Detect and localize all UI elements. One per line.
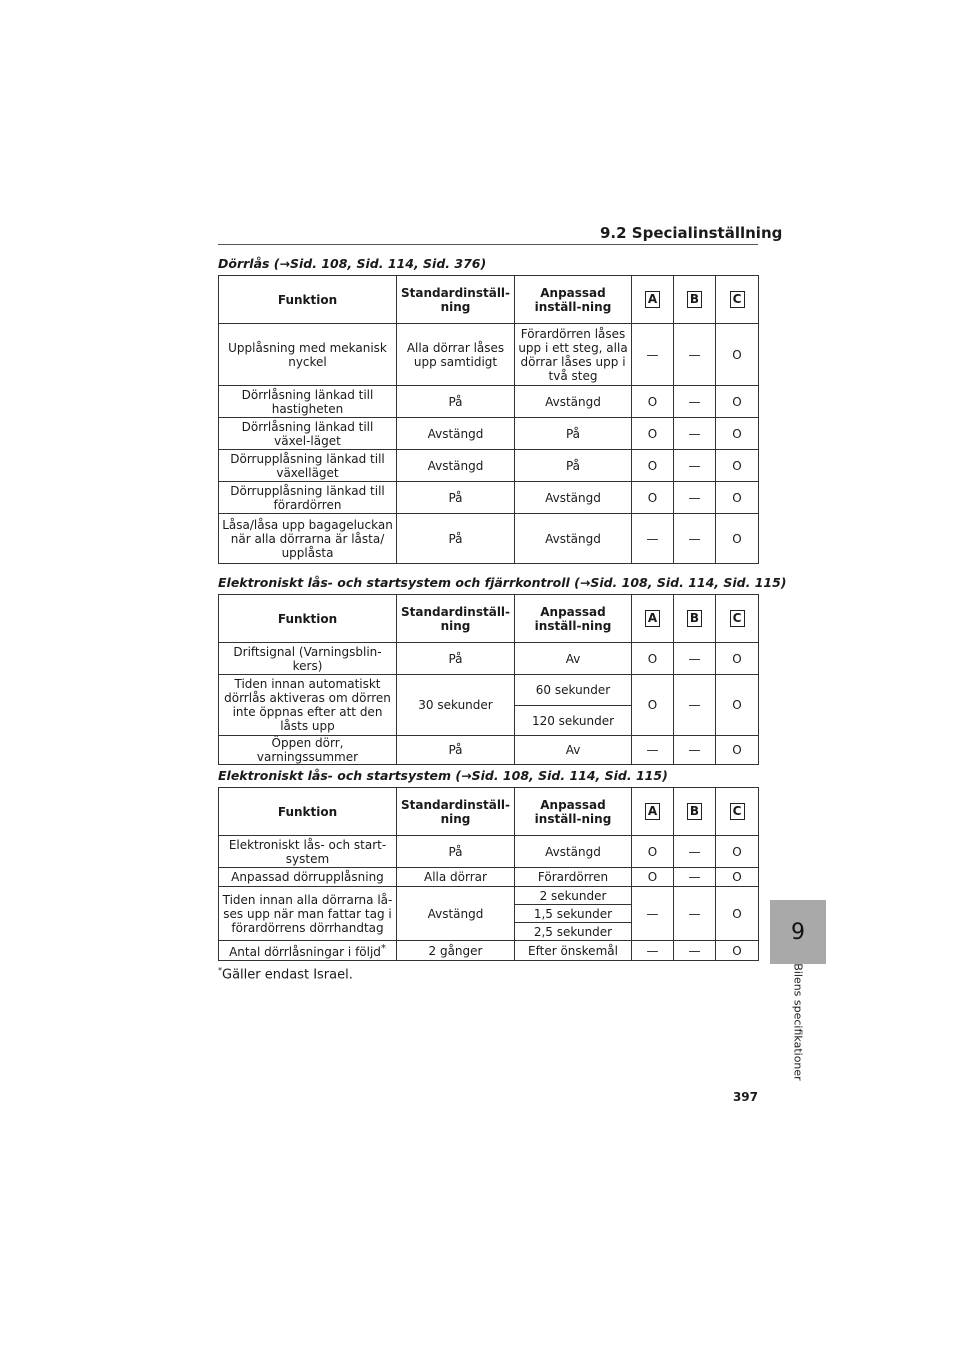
cell-default: Avstängd	[397, 450, 515, 482]
cell-a: —	[632, 941, 674, 961]
header-custom: Anpassad inställ-ning	[515, 595, 632, 643]
header-c	[716, 276, 759, 324]
header-custom: Anpassad inställ-ning	[515, 788, 632, 836]
table-row	[219, 450, 759, 482]
cell-c: O	[716, 675, 759, 736]
cell-b: —	[674, 887, 716, 941]
header-rule	[218, 244, 758, 245]
cell-custom: På	[515, 450, 632, 482]
table-row	[219, 386, 759, 418]
table-row	[219, 941, 759, 961]
cell-custom: Avstängd	[515, 386, 632, 418]
table-row	[219, 868, 759, 887]
cell-a: —	[632, 514, 674, 564]
box-letter-c: C	[730, 803, 745, 820]
cell-a: —	[632, 736, 674, 765]
cell-c: O	[716, 418, 759, 450]
cell-a: O	[632, 675, 674, 736]
cell-a: —	[632, 324, 674, 386]
header-a	[632, 595, 674, 643]
cell-a: —	[632, 887, 674, 941]
cell-custom-option: 60 sekunder	[515, 675, 632, 706]
cell-a: O	[632, 386, 674, 418]
footnote-mark: *	[218, 966, 222, 975]
cell-custom: Avstängd	[515, 836, 632, 868]
cell-b: —	[674, 482, 716, 514]
cell-custom: Avstängd	[515, 514, 632, 564]
cell-function: Dörrupplåsning länkad till förardörren	[219, 482, 397, 514]
footnote-text: Gäller endast Israel.	[222, 967, 353, 983]
cell-b: —	[674, 941, 716, 961]
cell-c: O	[716, 887, 759, 941]
box-letter-a: A	[645, 610, 660, 627]
header-c	[716, 595, 759, 643]
cell-default: På	[397, 386, 515, 418]
door-lock-table	[218, 275, 759, 564]
cell-function-text: Antal dörrlåsningar i följd	[229, 945, 381, 959]
table-row	[219, 887, 759, 905]
cell-default: Avstängd	[397, 887, 515, 941]
cell-b: —	[674, 736, 716, 765]
cell-c: O	[716, 450, 759, 482]
cell-c: O	[716, 482, 759, 514]
cell-custom: Av	[515, 736, 632, 765]
cell-a: O	[632, 450, 674, 482]
header-function: Funktion	[219, 788, 397, 836]
cell-custom-option: 1,5 sekunder	[515, 905, 632, 923]
cell-custom: Efter önskemål	[515, 941, 632, 961]
cell-c: O	[716, 868, 759, 887]
table-row	[219, 514, 759, 564]
cell-custom-option: 2 sekunder	[515, 887, 632, 905]
box-letter-b: B	[687, 291, 702, 308]
cell-default: Avstängd	[397, 418, 515, 450]
table-title-door-locks: Dörrlås (→Sid. 108, Sid. 114, Sid. 376)	[218, 256, 487, 271]
chapter-tab	[770, 900, 826, 964]
box-letter-c: C	[730, 291, 745, 308]
cell-default: 30 sekunder	[397, 675, 515, 736]
cell-c: O	[716, 736, 759, 765]
cell-a: O	[632, 482, 674, 514]
cell-a: O	[632, 836, 674, 868]
cell-default: På	[397, 482, 515, 514]
header-custom: Anpassad inställ-ning	[515, 276, 632, 324]
cell-function: Låsa/låsa upp bagageluckan när alla dörrarna är låsta/ upplåsta	[219, 514, 397, 564]
cell-function: Elektroniskt lås- och start-system	[219, 836, 397, 868]
cell-default: 2 gånger	[397, 941, 515, 961]
header-a	[632, 788, 674, 836]
cell-default: På	[397, 736, 515, 765]
cell-function: Dörrlåsning länkad till hastigheten	[219, 386, 397, 418]
cell-b: —	[674, 643, 716, 675]
cell-c: O	[716, 324, 759, 386]
cell-b: —	[674, 450, 716, 482]
table-row	[219, 418, 759, 450]
table-row	[219, 324, 759, 386]
cell-custom: På	[515, 418, 632, 450]
cell-b: —	[674, 675, 716, 736]
cell-b: —	[674, 324, 716, 386]
cell-function: Tiden innan automatiskt dörrlås aktiveras om dörren inte öppnas efter att den låsts upp	[219, 675, 397, 736]
cell-c: O	[716, 836, 759, 868]
cell-custom: Avstängd	[515, 482, 632, 514]
cell-function: Driftsignal (Varningsblin-kers)	[219, 643, 397, 675]
header-default: Standardinställ-ning	[397, 788, 515, 836]
box-letter-c: C	[730, 610, 745, 627]
footnote	[218, 966, 353, 982]
cell-c: O	[716, 386, 759, 418]
cell-a: O	[632, 418, 674, 450]
smart-entry-table	[218, 787, 759, 961]
cell-c: O	[716, 643, 759, 675]
cell-custom-option: 120 sekunder	[515, 706, 632, 736]
header-function: Funktion	[219, 595, 397, 643]
table-row	[219, 643, 759, 675]
box-letter-b: B	[687, 803, 702, 820]
header-b	[674, 788, 716, 836]
cell-b: —	[674, 836, 716, 868]
cell-b: —	[674, 386, 716, 418]
header-function: Funktion	[219, 276, 397, 324]
box-letter-a: A	[645, 803, 660, 820]
header-c	[716, 788, 759, 836]
table-row	[219, 482, 759, 514]
page-number: 397	[732, 1090, 758, 1104]
cell-function: Upplåsning med mekanisk nyckel	[219, 324, 397, 386]
cell-a: O	[632, 868, 674, 887]
table-row	[219, 675, 759, 706]
table-row	[219, 836, 759, 868]
cell-default: På	[397, 836, 515, 868]
cell-function: Anpassad dörrupplåsning	[219, 868, 397, 887]
cell-default: Alla dörrar	[397, 868, 515, 887]
cell-c: O	[716, 941, 759, 961]
header-b	[674, 276, 716, 324]
cell-default: Alla dörrar låses upp samtidigt	[397, 324, 515, 386]
header-b	[674, 595, 716, 643]
table-row	[219, 736, 759, 765]
cell-custom: Förardörren låses upp i ett steg, alla dörrar låses upp i två steg	[515, 324, 632, 386]
box-letter-b: B	[687, 610, 702, 627]
cell-default: På	[397, 514, 515, 564]
table-title-smart-entry: Elektroniskt lås- och startsystem (→Sid. 108, Sid. 114, Sid. 115)	[218, 768, 668, 783]
header-default: Standardinställ-ning	[397, 276, 515, 324]
cell-function: Dörrlåsning länkad till växel-läget	[219, 418, 397, 450]
section-header: 9.2 Specialinställning	[600, 224, 783, 242]
cell-c: O	[716, 514, 759, 564]
box-letter-a: A	[645, 291, 660, 308]
cell-b: —	[674, 868, 716, 887]
cell-function: Dörrupplåsning länkad till växelläget	[219, 450, 397, 482]
cell-custom-option: 2,5 sekunder	[515, 923, 632, 941]
cell-function: Öppen dörr, varningssummer	[219, 736, 397, 765]
cell-custom: Förardörren	[515, 868, 632, 887]
chapter-title: Bilens specifikationer	[791, 963, 805, 1081]
smart-entry-remote-table	[218, 594, 759, 765]
cell-a: O	[632, 643, 674, 675]
cell-b: —	[674, 418, 716, 450]
cell-custom: Av	[515, 643, 632, 675]
chapter-number: 9	[791, 919, 805, 945]
header-a	[632, 276, 674, 324]
footnote-marker: *	[380, 943, 386, 954]
cell-default: På	[397, 643, 515, 675]
cell-function: Tiden innan alla dörrarna lå-ses upp när man fattar tag i förardörrens dörrhandtag	[219, 887, 397, 941]
cell-b: —	[674, 514, 716, 564]
cell-function	[219, 941, 397, 961]
table-title-smart-entry-remote: Elektroniskt lås- och startsystem och fjärrkontroll (→Sid. 108, Sid. 114, Sid. 115)	[218, 575, 787, 590]
header-default: Standardinställ-ning	[397, 595, 515, 643]
